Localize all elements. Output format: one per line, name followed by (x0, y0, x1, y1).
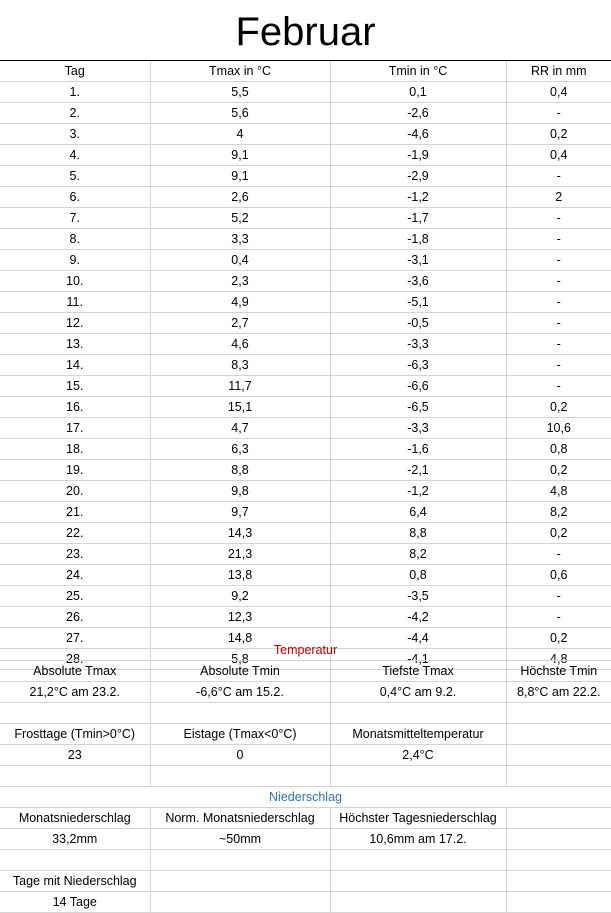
table-cell[interactable]: 3,3 (150, 229, 330, 250)
table-cell[interactable]: - (506, 271, 611, 292)
table-cell[interactable]: 11. (0, 292, 150, 313)
summary-cell[interactable]: Monatsmitteltemperatur (330, 724, 506, 745)
empty-cell[interactable] (330, 850, 506, 871)
table-row (0, 82, 611, 103)
empty-cell[interactable] (150, 871, 330, 892)
table-cell[interactable]: 21. (0, 502, 150, 523)
header-row (0, 61, 611, 82)
table-cell[interactable]: 8,8 (150, 460, 330, 481)
table-cell[interactable]: - (506, 607, 611, 628)
table-row (0, 250, 611, 271)
empty-cell[interactable] (330, 892, 506, 913)
table-cell[interactable]: 14,3 (150, 523, 330, 544)
summary-cell[interactable]: 0 (150, 745, 330, 766)
table-cell[interactable]: - (506, 229, 611, 250)
table-cell[interactable]: -6,5 (330, 397, 506, 418)
table-cell[interactable]: -4,1 (330, 649, 506, 670)
empty-cell[interactable] (150, 703, 330, 724)
table-row (0, 439, 611, 460)
table-cell[interactable]: 10. (0, 271, 150, 292)
table-cell[interactable]: -1,8 (330, 229, 506, 250)
table-cell[interactable]: 27. (0, 628, 150, 649)
table-cell[interactable]: 26. (0, 607, 150, 628)
empty-row (0, 850, 611, 871)
summary-value-row (0, 829, 611, 850)
table-row (0, 145, 611, 166)
summary-value-row (0, 682, 611, 703)
table-cell[interactable]: 8,2 (506, 502, 611, 523)
summary-cell[interactable]: Höchste Tmin (506, 661, 611, 682)
empty-cell[interactable] (330, 766, 506, 787)
table-row (0, 523, 611, 544)
table-cell[interactable]: 6. (0, 187, 150, 208)
column-header[interactable]: Tag (0, 61, 150, 82)
table-cell[interactable]: 18. (0, 439, 150, 460)
empty-row (0, 703, 611, 724)
table-cell[interactable]: 1. (0, 82, 150, 103)
summary-cell[interactable]: 0,4°C am 9.2. (330, 682, 506, 703)
table-row (0, 481, 611, 502)
table-cell[interactable]: 19. (0, 460, 150, 481)
table-row (0, 208, 611, 229)
table-cell[interactable]: -3,3 (330, 334, 506, 355)
table-cell[interactable]: 9,8 (150, 481, 330, 502)
summary-cell[interactable]: Monatsniederschlag (0, 808, 150, 829)
table-cell[interactable]: -5,1 (330, 292, 506, 313)
table-cell[interactable]: 5,5 (150, 82, 330, 103)
table-cell[interactable]: 17. (0, 418, 150, 439)
summary-cell[interactable]: Eistage (Tmax<0°C) (150, 724, 330, 745)
table-cell[interactable]: 14. (0, 355, 150, 376)
empty-cell[interactable] (506, 745, 611, 766)
table-cell[interactable]: -4,4 (330, 628, 506, 649)
empty-row (0, 766, 611, 787)
empty-cell[interactable] (506, 724, 611, 745)
summary-label-row (0, 661, 611, 682)
summary-cell[interactable]: 21,2°C am 23.2. (0, 682, 150, 703)
summary-label-row (0, 871, 611, 892)
table-row (0, 229, 611, 250)
empty-cell[interactable] (150, 892, 330, 913)
table-cell[interactable]: 9,2 (150, 586, 330, 607)
table-cell[interactable]: 8,2 (330, 544, 506, 565)
table-row (0, 187, 611, 208)
table-cell[interactable]: 4,9 (150, 292, 330, 313)
niederschlag-heading-row (0, 787, 611, 808)
table-cell[interactable]: -2,6 (330, 103, 506, 124)
table-row (0, 313, 611, 334)
table-row (0, 124, 611, 145)
table-cell[interactable]: -3,6 (330, 271, 506, 292)
table-cell[interactable]: 9. (0, 250, 150, 271)
table-cell[interactable]: -1,9 (330, 145, 506, 166)
empty-cell[interactable] (0, 703, 150, 724)
table-cell[interactable]: 3. (0, 124, 150, 145)
table-cell[interactable]: 22. (0, 523, 150, 544)
table-cell[interactable]: 0,8 (330, 565, 506, 586)
table-cell[interactable]: 9,7 (150, 502, 330, 523)
table-row (0, 565, 611, 586)
empty-cell[interactable] (330, 703, 506, 724)
table-cell[interactable]: 11,7 (150, 376, 330, 397)
table-row (0, 586, 611, 607)
niederschlag-heading[interactable]: Niederschlag (0, 787, 611, 808)
table-cell[interactable]: -3,1 (330, 250, 506, 271)
summary-cell[interactable]: -6,6°C am 15.2. (150, 682, 330, 703)
empty-cell[interactable] (506, 892, 611, 913)
table-row (0, 355, 611, 376)
summary-cell[interactable]: 33,2mm (0, 829, 150, 850)
table-cell[interactable]: 4 (150, 124, 330, 145)
table-cell[interactable]: 21,3 (150, 544, 330, 565)
table-cell[interactable]: -3,5 (330, 586, 506, 607)
table-row (0, 418, 611, 439)
summary-cell[interactable]: Absolute Tmin (150, 661, 330, 682)
table-cell[interactable]: 12,3 (150, 607, 330, 628)
table-cell[interactable]: - (506, 313, 611, 334)
table-cell[interactable]: 8. (0, 229, 150, 250)
daily-table (0, 61, 611, 670)
table-cell[interactable]: -6,6 (330, 376, 506, 397)
table-row (0, 166, 611, 187)
table-cell[interactable]: -1,2 (330, 481, 506, 502)
table-cell[interactable]: 13,8 (150, 565, 330, 586)
summary-cell[interactable]: 8,8°C am 22.2. (506, 682, 611, 703)
table-cell[interactable]: 0,4 (506, 82, 611, 103)
table-row (0, 376, 611, 397)
table-cell[interactable]: 8,8 (330, 523, 506, 544)
table-cell[interactable]: 2 (506, 187, 611, 208)
table-cell[interactable]: 12. (0, 313, 150, 334)
empty-cell[interactable] (506, 850, 611, 871)
summary-label-row (0, 808, 611, 829)
table-cell[interactable]: 5,8 (150, 649, 330, 670)
summary-value-row (0, 892, 611, 913)
summary-value-row (0, 745, 611, 766)
summary-label-row (0, 724, 611, 745)
table-cell[interactable]: 28. (0, 649, 150, 670)
table-cell[interactable]: - (506, 355, 611, 376)
table-cell[interactable]: 0,2 (506, 460, 611, 481)
table-cell[interactable]: 9,1 (150, 145, 330, 166)
table-cell[interactable]: - (506, 250, 611, 271)
table-row (0, 544, 611, 565)
table-cell[interactable]: -0,5 (330, 313, 506, 334)
table-cell[interactable]: - (506, 166, 611, 187)
table-cell[interactable]: 0,4 (506, 145, 611, 166)
empty-cell[interactable] (506, 808, 611, 829)
table-row (0, 502, 611, 523)
table-cell[interactable]: 2,6 (150, 187, 330, 208)
column-header[interactable]: Tmin in °C (330, 61, 506, 82)
table-cell[interactable]: 4,8 (506, 481, 611, 502)
table-cell[interactable]: 16. (0, 397, 150, 418)
table-cell[interactable]: 0,8 (506, 439, 611, 460)
empty-cell[interactable] (506, 766, 611, 787)
summary-cell[interactable]: ~50mm (150, 829, 330, 850)
table-cell[interactable]: 4,6 (150, 334, 330, 355)
table-cell[interactable]: - (506, 334, 611, 355)
table-row (0, 103, 611, 124)
table-cell[interactable]: -2,9 (330, 166, 506, 187)
table-cell[interactable]: -1,7 (330, 208, 506, 229)
summary-cell[interactable]: 10,6mm am 17.2. (330, 829, 506, 850)
table-cell[interactable]: 5,6 (150, 103, 330, 124)
table-cell[interactable]: 0,2 (506, 523, 611, 544)
table-cell[interactable]: 9,1 (150, 166, 330, 187)
table-cell[interactable]: 0,4 (150, 250, 330, 271)
table-cell[interactable]: 6,3 (150, 439, 330, 460)
empty-cell[interactable] (330, 871, 506, 892)
table-row (0, 607, 611, 628)
table-cell[interactable]: - (506, 586, 611, 607)
table-cell[interactable]: 2. (0, 103, 150, 124)
empty-cell[interactable] (150, 850, 330, 871)
summary-table (0, 640, 611, 913)
column-header[interactable]: Tmax in °C (150, 61, 330, 82)
empty-cell[interactable] (0, 766, 150, 787)
table-cell[interactable]: 15,1 (150, 397, 330, 418)
table-cell[interactable]: 8,3 (150, 355, 330, 376)
table-cell[interactable]: -4,6 (330, 124, 506, 145)
table-cell[interactable]: 24. (0, 565, 150, 586)
table-cell[interactable]: 0,2 (506, 124, 611, 145)
table-cell[interactable]: 6,4 (330, 502, 506, 523)
table-cell[interactable]: 5. (0, 166, 150, 187)
table-row (0, 460, 611, 481)
empty-cell[interactable] (150, 766, 330, 787)
table-row (0, 292, 611, 313)
table-cell[interactable]: -6,3 (330, 355, 506, 376)
table-cell[interactable]: 2,7 (150, 313, 330, 334)
table-cell[interactable]: -1,2 (330, 187, 506, 208)
table-cell[interactable]: 2,3 (150, 271, 330, 292)
empty-cell[interactable] (0, 850, 150, 871)
table-cell[interactable]: 0,6 (506, 565, 611, 586)
table-cell[interactable]: - (506, 103, 611, 124)
table-cell[interactable]: -2,1 (330, 460, 506, 481)
summary-cell[interactable]: 2,4°C (330, 745, 506, 766)
table-cell[interactable]: 7. (0, 208, 150, 229)
table-row (0, 397, 611, 418)
table-cell[interactable]: 10,6 (506, 418, 611, 439)
table-cell[interactable]: 0,2 (506, 397, 611, 418)
table-cell[interactable]: 4,8 (506, 649, 611, 670)
table-cell[interactable]: 4. (0, 145, 150, 166)
empty-cell[interactable] (506, 871, 611, 892)
table-cell[interactable]: 4,7 (150, 418, 330, 439)
table-cell[interactable]: -4,2 (330, 607, 506, 628)
table-cell[interactable]: 0,2 (506, 628, 611, 649)
table-cell[interactable]: - (506, 292, 611, 313)
table-cell[interactable]: 23. (0, 544, 150, 565)
table-cell[interactable]: 20. (0, 481, 150, 502)
table-cell[interactable]: 5,2 (150, 208, 330, 229)
temperatur-heading-row (0, 640, 611, 661)
empty-cell[interactable] (506, 829, 611, 850)
summary-cell[interactable]: Norm. Monatsniederschlag (150, 808, 330, 829)
summary-cell[interactable]: Absolute Tmax (0, 661, 150, 682)
summary-cell[interactable]: Tage mit Niederschlag (0, 871, 150, 892)
table-cell[interactable]: 15. (0, 376, 150, 397)
column-header[interactable]: RR in mm (506, 61, 611, 82)
table-cell[interactable]: - (506, 544, 611, 565)
table-row (0, 271, 611, 292)
table-cell[interactable]: -1,6 (330, 439, 506, 460)
summary-cell[interactable]: Frosttage (Tmin>0°C) (0, 724, 150, 745)
table-cell[interactable]: -3,3 (330, 418, 506, 439)
table-row (0, 334, 611, 355)
summary-cell[interactable]: 14 Tage (0, 892, 150, 913)
table-cell[interactable]: 0,1 (330, 82, 506, 103)
summary-cell[interactable]: 23 (0, 745, 150, 766)
table-cell[interactable]: 25. (0, 586, 150, 607)
empty-cell[interactable] (506, 703, 611, 724)
table-cell[interactable]: 13. (0, 334, 150, 355)
table-cell[interactable]: - (506, 376, 611, 397)
sheet-title: Februar (235, 10, 376, 54)
table-cell[interactable]: 14,8 (150, 628, 330, 649)
summary-cell[interactable]: Höchster Tagesniederschlag (330, 808, 506, 829)
table-cell[interactable]: - (506, 208, 611, 229)
temperatur-heading[interactable]: Temperatur (0, 640, 611, 661)
summary-cell[interactable]: Tiefste Tmax (330, 661, 506, 682)
